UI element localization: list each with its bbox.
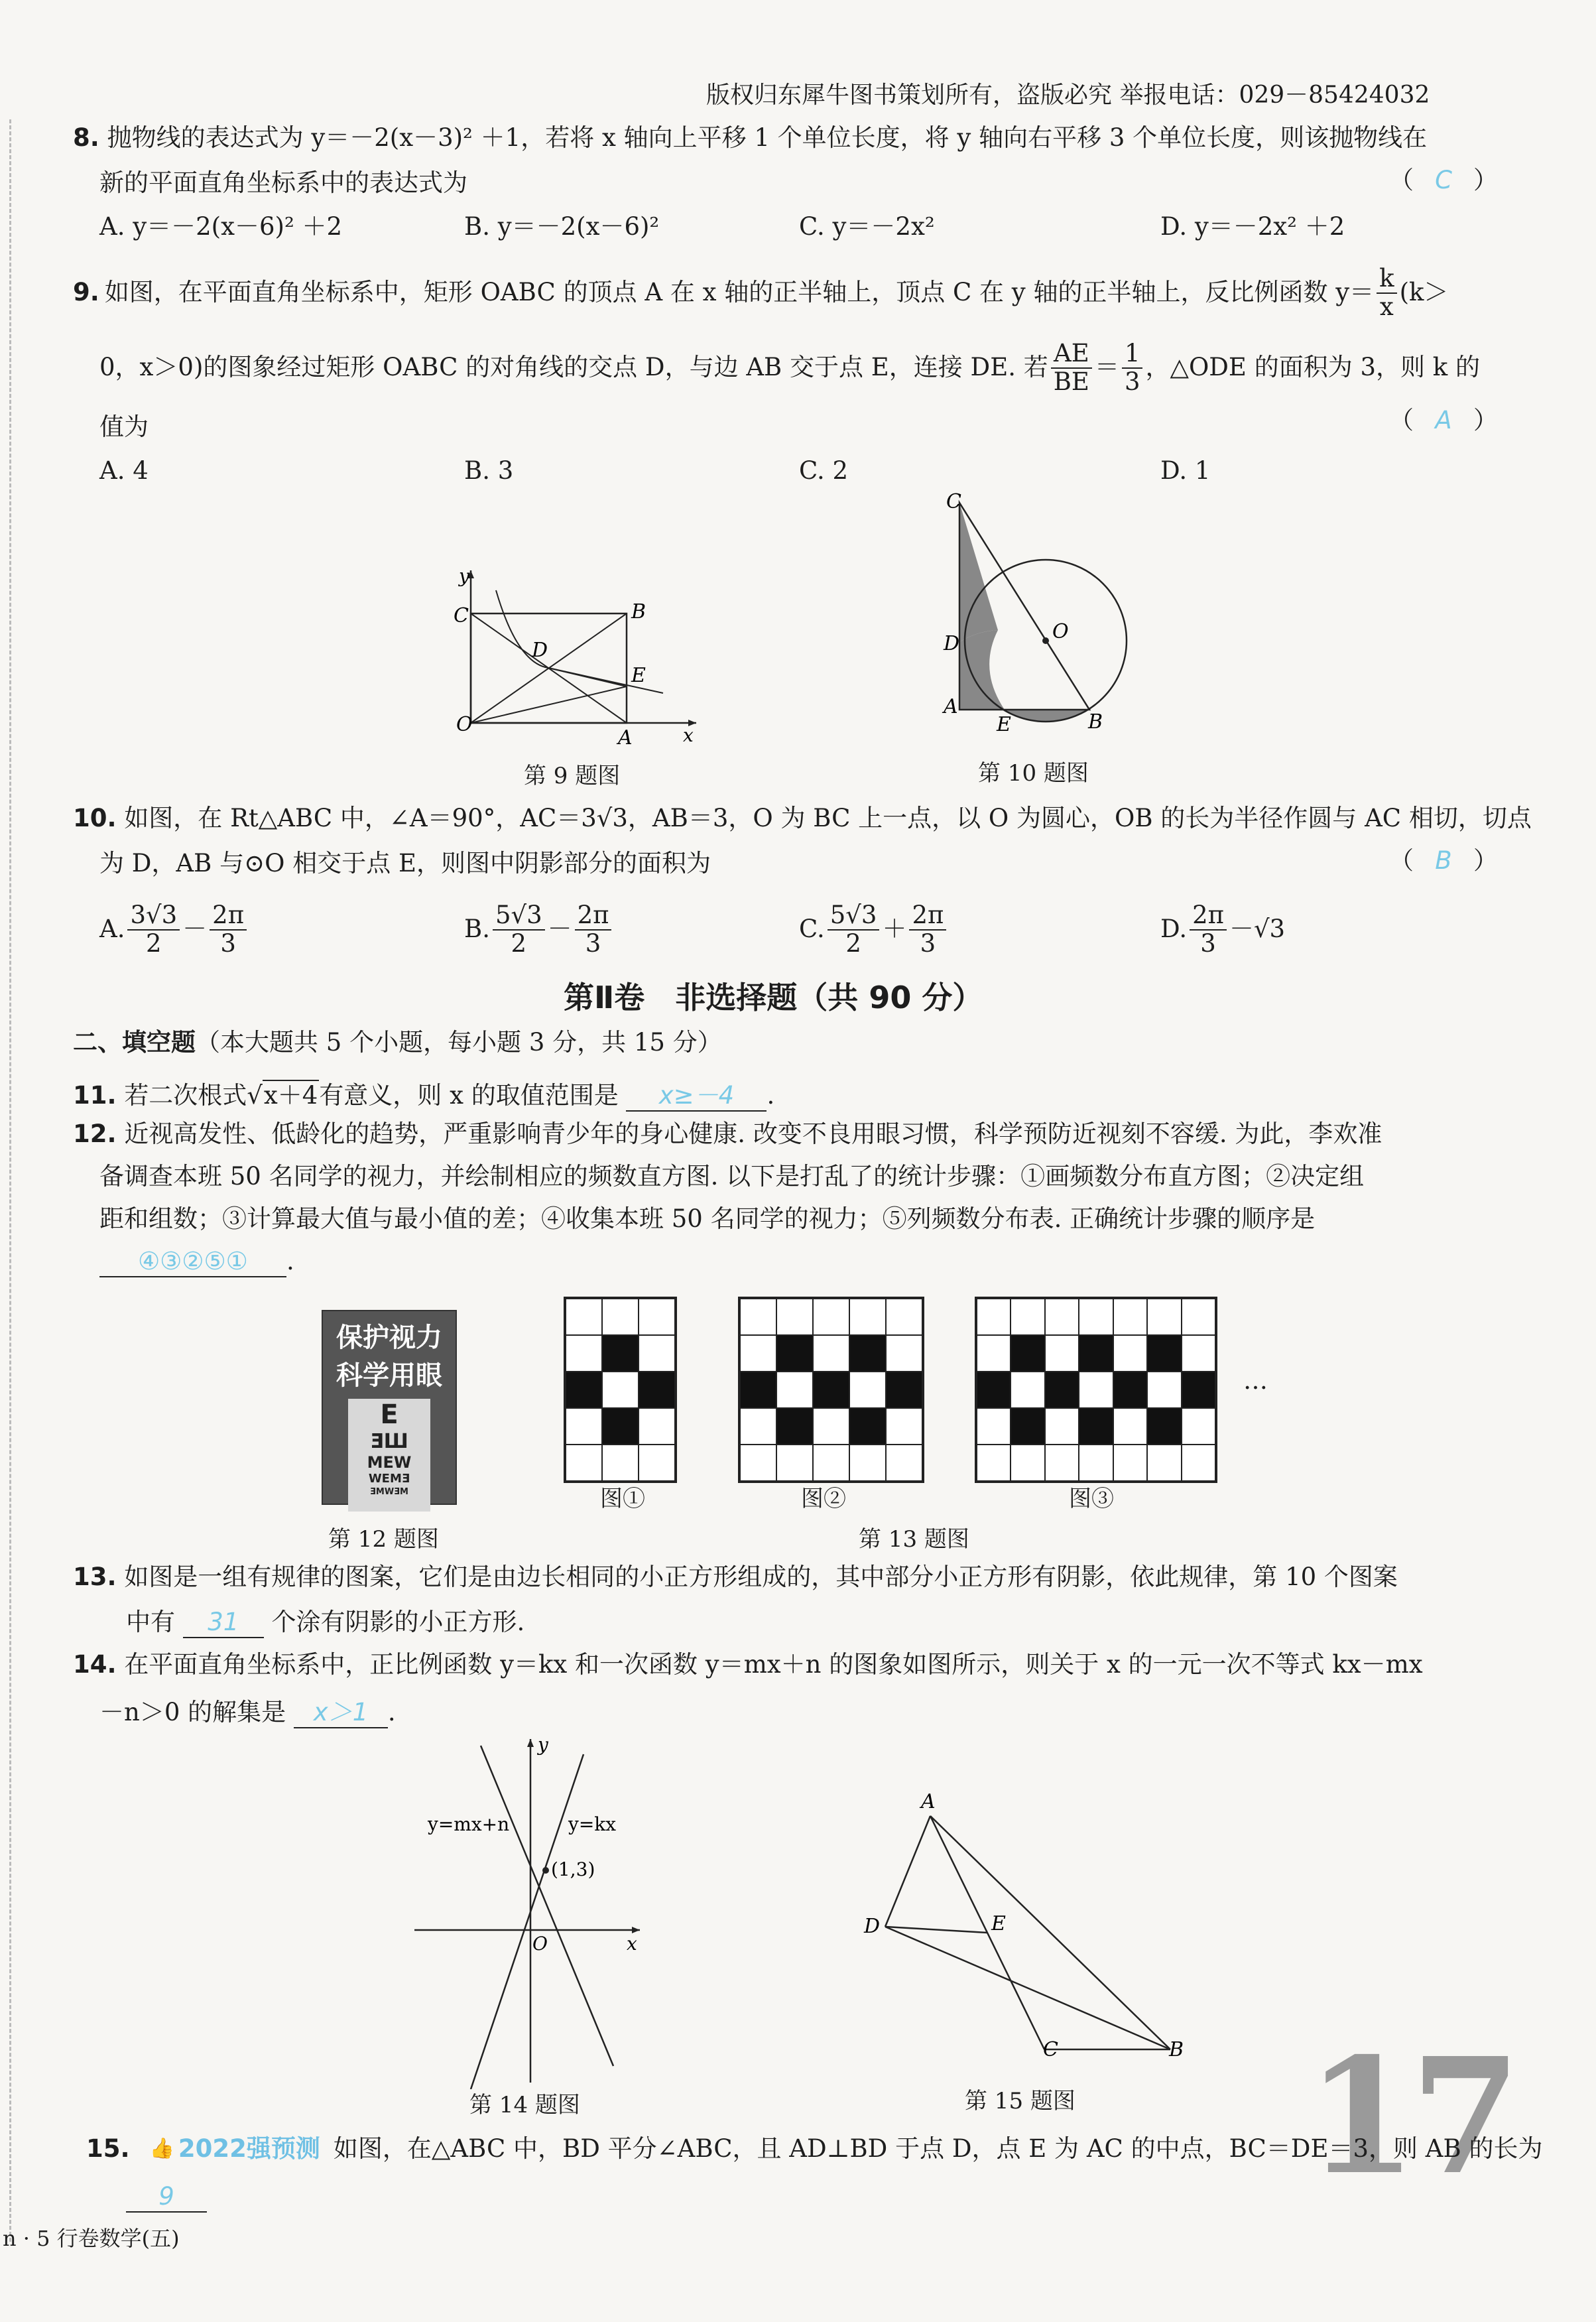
q10-opt-b-frac1 <box>493 902 545 957</box>
q11-text-a: 若二次根式 <box>124 1081 247 1110</box>
q12-chart-row3: MEW <box>367 1453 412 1472</box>
q9-option-b: B. 3 <box>464 456 514 485</box>
q10-answer: B <box>1435 846 1452 875</box>
q12-chart-row2: ƎШ <box>370 1430 408 1453</box>
margin-line <box>9 119 11 2242</box>
q14 <box>73 1650 1423 1679</box>
section2-part <box>73 1028 722 1057</box>
q10-opt-b-d1: 2 <box>511 929 527 958</box>
q10-line1: 如图，在 Rt△ABC 中，∠A＝90°，AC＝3√3，AB＝3，O 为 BC 上一点，以 O 为圆心，OB 的长为半径作圆与 AC 相切，切点 <box>124 804 1532 832</box>
q9-label-y: y <box>459 565 469 587</box>
q10-opt-a-n2: 2π <box>210 902 247 931</box>
q10-option-c <box>799 902 949 957</box>
q8 <box>73 123 1427 153</box>
q12-number: 12. <box>73 1120 117 1148</box>
q8-line2: 新的平面直角坐标系中的表达式为 <box>99 168 467 197</box>
q10-opt-c-d1: 2 <box>845 929 861 958</box>
q9-line1-end: (k＞ <box>1399 278 1449 307</box>
q9-fraction-k-x <box>1377 265 1396 320</box>
q9-figure <box>444 564 709 749</box>
q13-line2a: 中有 <box>126 1608 175 1636</box>
q12-end: . <box>286 1247 294 1275</box>
q14-line1: 在平面直角坐标系中，正比例函数 y＝kx 和一次函数 y＝mx＋n 的图象如图所示，则关于 x 的一元一次不等式 kx－mx <box>124 1650 1423 1679</box>
q15-label-c: C <box>1043 2038 1058 2061</box>
q9-line2b: ，△ODE 的面积为 3，则 k 的 <box>1145 353 1480 382</box>
q10-opt-a-label: A. <box>99 915 125 944</box>
q13 <box>73 1563 1398 1592</box>
q10-opt-c-label: C. <box>799 915 825 944</box>
q9-label-o: O <box>456 713 473 736</box>
q14-answer: x＞1 <box>294 1698 388 1728</box>
q9-frac-ae: AE <box>1051 340 1092 369</box>
q15-caption: 第 15 题图 <box>965 2088 1075 2114</box>
q9-option-d: D. 1 <box>1160 456 1211 485</box>
q8-answer: C <box>1435 166 1452 194</box>
section2-part-title: 二、填空题 <box>73 1028 196 1057</box>
q11-answer: x≥－4 <box>626 1081 767 1112</box>
q13-figure-3 <box>975 1297 1217 1483</box>
q10-opt-a-frac2 <box>210 902 247 957</box>
q12-answer: ④③②⑤① <box>99 1247 286 1277</box>
q9 <box>73 265 1448 320</box>
q10-label-a: A <box>944 695 958 718</box>
q10-option-b <box>464 902 614 957</box>
q10-label-e: E <box>997 713 1011 736</box>
q15-label-b: B <box>1169 2038 1184 2061</box>
q11-text-b: 有意义，则 x 的取值范围是 <box>319 1081 619 1110</box>
q13-fig2-label: 图② <box>801 1486 846 1512</box>
q10-opt-a-n1: 3√3 <box>127 902 180 931</box>
q14-label-o: O <box>532 1933 548 1955</box>
q10 <box>73 804 1532 833</box>
q13-line2 <box>126 1608 524 1638</box>
footer: n · 5 行卷数学(五) <box>3 2226 180 2251</box>
q12-poster <box>322 1310 457 1505</box>
q9-line3: 值为 <box>99 413 149 441</box>
q9-label-x: x <box>683 724 694 746</box>
q10-label-o: O <box>1052 620 1069 643</box>
q13-fig1-label: 图① <box>600 1486 645 1512</box>
q10-label-d: D <box>944 632 960 655</box>
q8-answer-bracket: （ C ） <box>1389 166 1498 194</box>
q15-answer-line <box>126 2182 207 2213</box>
q11 <box>73 1081 774 1112</box>
q9-line2 <box>99 340 1480 395</box>
q9-label-a: A <box>618 726 633 749</box>
q9-answer-bracket: （ A ） <box>1389 406 1498 434</box>
q10-option-d <box>1160 902 1285 957</box>
section2-title: 第Ⅱ卷 非选择题（共 90 分） <box>564 980 983 1015</box>
q10-label-c: C <box>946 491 961 513</box>
q10-opt-b-d2: 3 <box>585 929 601 958</box>
q15-label-e: E <box>991 1912 1006 1935</box>
q10-opt-b-frac2 <box>575 902 612 957</box>
q14-end: . <box>387 1698 396 1726</box>
q9-answer: A <box>1435 406 1452 434</box>
q12-line1: 近视高发性、低龄化的趋势，严重影响青少年的身心健康. 改变不良用眼习惯，科学预防近视刻不容缓. 为此，李欢准 <box>124 1120 1382 1148</box>
q10-opt-c-n2: 2π <box>909 902 946 931</box>
q15-line1: 如图，在△ABC 中，BD 平分∠ABC，且 AD⊥BD 于点 D，点 E 为 AC 的中点，BC＝DE＝3，则 AB 的长为 <box>333 2134 1543 2163</box>
q13-answer: 31 <box>183 1608 264 1638</box>
q14-label-point: (1,3) <box>551 1858 595 1880</box>
q9-label-c: C <box>454 604 469 627</box>
q13-ellipsis: … <box>1243 1366 1268 1395</box>
q12-chart-row4: WEMƎ <box>368 1472 410 1486</box>
q10-opt-d-frac1 <box>1190 902 1227 957</box>
q15-label-d: D <box>864 1915 881 1938</box>
q15-label-a: A <box>921 1790 936 1813</box>
q11-sqrt: x＋4 <box>263 1081 318 1110</box>
q10-caption: 第 10 题图 <box>978 760 1089 787</box>
q9-number: 9. <box>73 278 99 307</box>
q9-label-e: E <box>631 664 646 687</box>
q14-label-line2: y=kx <box>568 1813 617 1835</box>
q11-number: 11. <box>73 1081 117 1110</box>
q10-opt-c-n1: 5√3 <box>828 902 880 931</box>
q10-opt-b-op: － <box>547 915 572 944</box>
q10-opt-d-tail: √3 <box>1253 915 1286 944</box>
q14-label-x: x <box>627 1933 637 1955</box>
q8-option-c: C. y＝－2x² <box>799 212 935 241</box>
q10-answer-bracket: （ B ） <box>1389 846 1498 875</box>
q15-badge <box>150 2134 320 2163</box>
q10-opt-a-op: － <box>182 915 208 944</box>
q9-frac-den: x <box>1379 292 1394 321</box>
q9-line1: 如图，在平面直角坐标系中，矩形 OABC 的顶点 A 在 x 轴的正半轴上，顶点 C 在 y 轴的正半轴上，反比例函数 y＝ <box>104 278 1375 307</box>
q9-frac-1: 1 <box>1122 340 1143 369</box>
thumbs-up-icon: 👍 <box>149 2137 174 2161</box>
q9-option-c: C. 2 <box>799 456 849 485</box>
q12-caption: 第 12 题图 <box>328 1526 439 1553</box>
q15-badge-text: 2022强预测 <box>178 2134 320 2163</box>
q8-option-d: D. y＝－2x² ＋2 <box>1160 212 1345 241</box>
q10-opt-c-frac1 <box>828 902 880 957</box>
q9-caption: 第 9 题图 <box>524 763 621 789</box>
q13-caption: 第 13 题图 <box>859 1526 969 1553</box>
q10-number: 10. <box>73 804 117 832</box>
q8-option-b: B. y＝－2(x－6)² <box>464 212 660 241</box>
q10-opt-a-frac1 <box>127 902 180 957</box>
q10-option-a <box>99 902 249 957</box>
q13-figure-2 <box>738 1297 924 1483</box>
q15-number: 15. <box>86 2134 130 2163</box>
q12-chart-row1: E <box>380 1399 399 1430</box>
header-copyright: 版权归东犀牛图书策划所有，盗版必究 举报电话：029－85424032 <box>706 82 1430 109</box>
q12-line2: 备调查本班 50 名同学的视力，并绘制相应的频数直方图. 以下是打乱了的统计步骤：①画频数分布直方图；②决定组 <box>99 1162 1365 1191</box>
q14-figure <box>408 1731 646 2089</box>
q9-frac-num: k <box>1377 265 1396 294</box>
q12-chart-row5: ƎMWƎM <box>370 1487 408 1497</box>
q9-fraction-1-3 <box>1122 340 1143 395</box>
q10-label-b: B <box>1088 710 1103 734</box>
q9-frac-3: 3 <box>1124 367 1140 396</box>
q13-line2b: 个涂有阴影的小正方形. <box>271 1608 525 1636</box>
q13-figure-1 <box>564 1297 677 1483</box>
q8-option-a: A. y＝－2(x－6)² ＋2 <box>99 212 343 241</box>
q9-line2a: 0，x＞0)的图象经过矩形 OABC 的对角线的交点 D，与边 AB 交于点 E，连接 DE. 若 <box>99 353 1048 382</box>
q13-line1: 如图是一组有规律的图案，它们是由边长相同的小正方形组成的，其中部分小正方形有阴影，依此规律，第 10 个图案 <box>124 1563 1398 1591</box>
q14-caption: 第 14 题图 <box>469 2092 580 2118</box>
q10-opt-c-op: ＋ <box>882 915 907 944</box>
q10-opt-d-n1: 2π <box>1190 902 1227 931</box>
q10-opt-b-label: B. <box>464 915 490 944</box>
page-number: 17 <box>1306 2023 1514 2210</box>
q15-answer: 9 <box>126 2182 207 2213</box>
q15-figure <box>859 1784 1197 2063</box>
q12-poster-title1: 保护视力 <box>336 1322 442 1353</box>
q10-opt-b-n1: 5√3 <box>493 902 545 931</box>
q10-opt-c-frac2 <box>909 902 946 957</box>
q14-label-y: y <box>538 1734 548 1756</box>
q10-opt-a-d2: 3 <box>220 929 236 958</box>
q12-poster-title2: 科学用眼 <box>336 1360 442 1391</box>
q9-eq: ＝ <box>1094 353 1119 382</box>
q8-line1: 抛物线的表达式为 y＝－2(x－3)² ＋1，若将 x 轴向上平移 1 个单位长度，将 y 轴向右平移 3 个单位长度，则该抛物线在 <box>107 123 1428 152</box>
q12-answer-line <box>99 1247 294 1277</box>
q9-frac-be: BE <box>1053 367 1089 396</box>
q9-fraction-ae-be <box>1051 340 1092 395</box>
q14-line2a: －n＞0 的解集是 <box>99 1698 286 1726</box>
q15 <box>86 2134 1542 2163</box>
q14-number: 14. <box>73 1650 117 1679</box>
q13-number: 13. <box>73 1563 117 1591</box>
q10-opt-c-d2: 3 <box>920 929 936 958</box>
q10-opt-d-op: － <box>1229 915 1254 944</box>
q10-line2: 为 D，AB 与⊙O 相交于点 E，则图中阴影部分的面积为 <box>99 849 711 877</box>
q11-end: . <box>767 1081 775 1110</box>
q11-sqrt-sign: √ <box>247 1081 263 1110</box>
q9-label-b: B <box>631 600 646 623</box>
q10-figure <box>932 491 1144 743</box>
q14-label-line1: y=mx+n <box>428 1813 510 1835</box>
q13-fig3-label: 图③ <box>1069 1486 1114 1512</box>
q9-option-a: A. 4 <box>99 456 149 485</box>
q9-label-d: D <box>532 639 548 662</box>
q10-opt-d-d1: 3 <box>1200 929 1216 958</box>
q12-line3: 距和组数；③计算最大值与最小值的差；④收集本班 50 名同学的视力；⑤列频数分布表. 正确统计步骤的顺序是 <box>99 1204 1316 1233</box>
section2-part-note: （本大题共 5 个小题，每小题 3 分，共 15 分） <box>196 1028 722 1057</box>
q12-eye-chart <box>348 1399 430 1512</box>
q8-number: 8. <box>73 123 99 152</box>
q10-opt-d-label: D. <box>1160 915 1188 944</box>
q10-opt-a-d1: 2 <box>146 929 162 958</box>
q12 <box>73 1120 1382 1149</box>
q10-opt-b-n2: 2π <box>575 902 612 931</box>
q14-line2 <box>99 1698 396 1728</box>
